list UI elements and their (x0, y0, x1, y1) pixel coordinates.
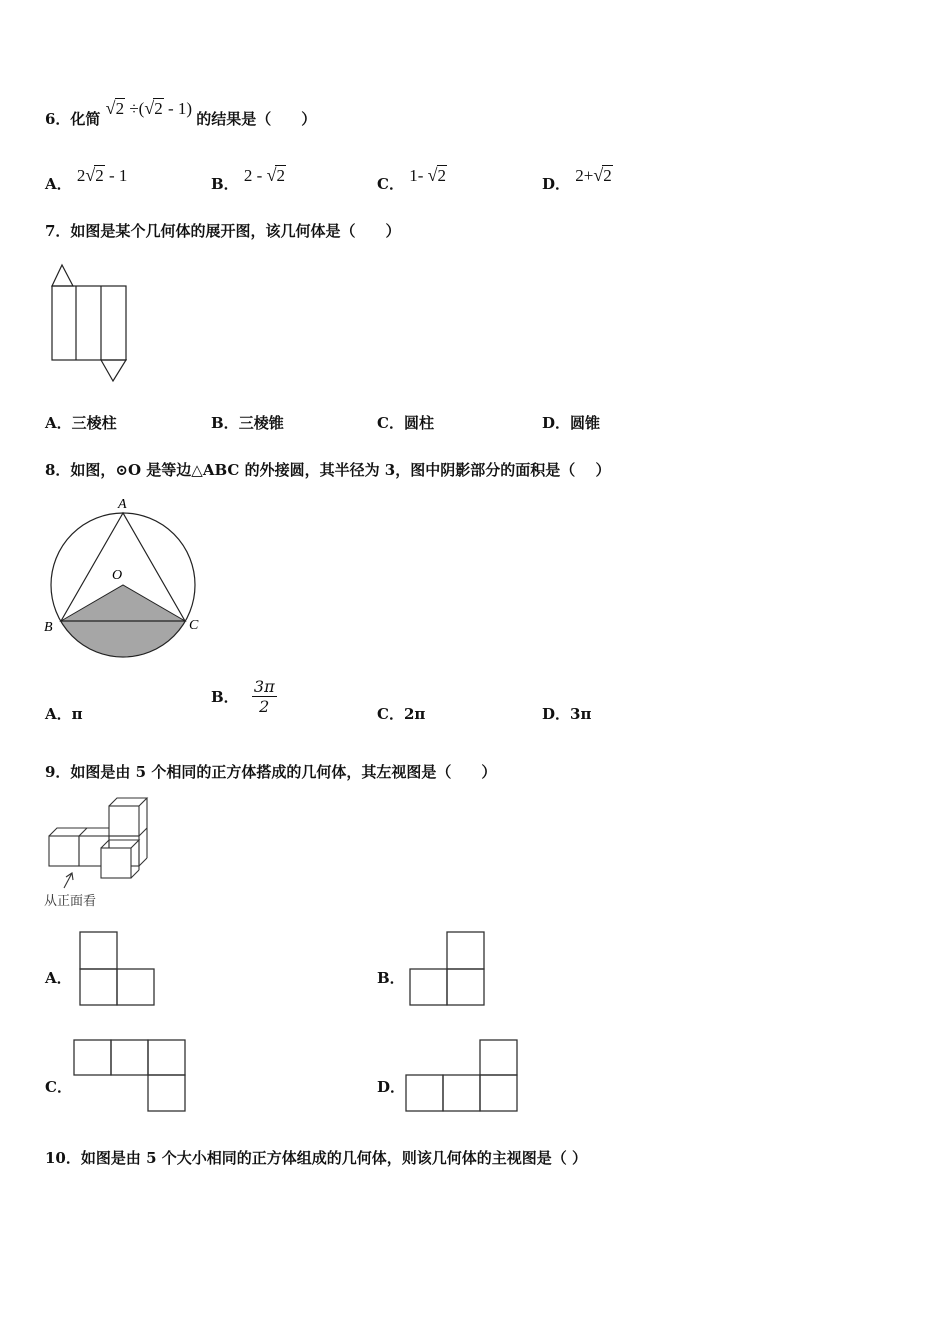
q8-option-a[interactable]: A．π (45, 705, 83, 723)
label-a: A (118, 497, 127, 512)
q9-option-d-label[interactable]: D． (377, 1078, 406, 1096)
q9-option-a-label[interactable]: A． (45, 969, 72, 987)
label-b: B (44, 620, 53, 635)
label-o: O (112, 568, 123, 583)
q7-option-a[interactable]: A．三棱柱 (45, 414, 117, 432)
question-6-expression: √2 ÷(√2 - 1) (105, 98, 193, 118)
net-top-triangle (52, 265, 73, 286)
q7-option-b[interactable]: B．三棱锥 (211, 414, 284, 432)
shaded-triangle-obc (61, 585, 185, 621)
circumcircle-figure (40, 492, 210, 662)
q9-option-c-label[interactable]: C． (45, 1078, 72, 1096)
q6-option-b[interactable]: B． 2 - √2 (211, 165, 285, 193)
q7-option-c[interactable]: C．圆柱 (377, 414, 434, 432)
q6-option-d[interactable]: D． 2+√2 (542, 165, 612, 193)
prism-net-figure (45, 260, 135, 385)
question-8: 8．如图，⊙O 是等边△ABC 的外接圆，其半径为 3，图中阴影部分的面积是（ ） (45, 461, 611, 479)
question-7: 7．如图是某个几何体的展开图，该几何体是（ ） (45, 222, 401, 240)
shaded-segment (61, 621, 185, 656)
q8-option-d[interactable]: D．3π (542, 705, 592, 723)
q8-option-c[interactable]: C．2π (377, 705, 426, 723)
caption-front-view: 从正面看 (44, 893, 97, 908)
question-9: 9．如图是由 5 个相同的正方体搭成的几何体，其左视图是（ ） (45, 763, 497, 781)
net-bottom-triangle (101, 360, 126, 381)
q9-option-a-figure[interactable] (74, 928, 160, 1008)
q9-option-d-figure[interactable] (402, 1036, 524, 1116)
q6-option-a[interactable]: A． 2√2 - 1 (45, 165, 128, 193)
q9-option-b-label[interactable]: B． (377, 969, 405, 987)
q8-option-b[interactable]: B． $\frac{3\pi}{2}$ (211, 677, 275, 716)
net-rectangles (52, 286, 126, 360)
question-6-prefix: 6．化简 (45, 110, 101, 128)
question-10: 10．如图是由 5 个大小相同的正方体组成的几何体，则该几何体的主视图是（ ） (45, 1149, 587, 1167)
q9-option-c-figure[interactable] (70, 1036, 192, 1116)
question-6-suffix: 的结果是（ ） (196, 110, 317, 128)
cube-stack-figure (44, 793, 156, 913)
q9-option-b-figure[interactable] (404, 928, 490, 1008)
q7-option-d[interactable]: D．圆锥 (542, 414, 601, 432)
label-c: C (189, 618, 199, 633)
q6-option-c[interactable]: C． 1- √2 (377, 165, 446, 193)
question-6 (45, 98, 317, 129)
